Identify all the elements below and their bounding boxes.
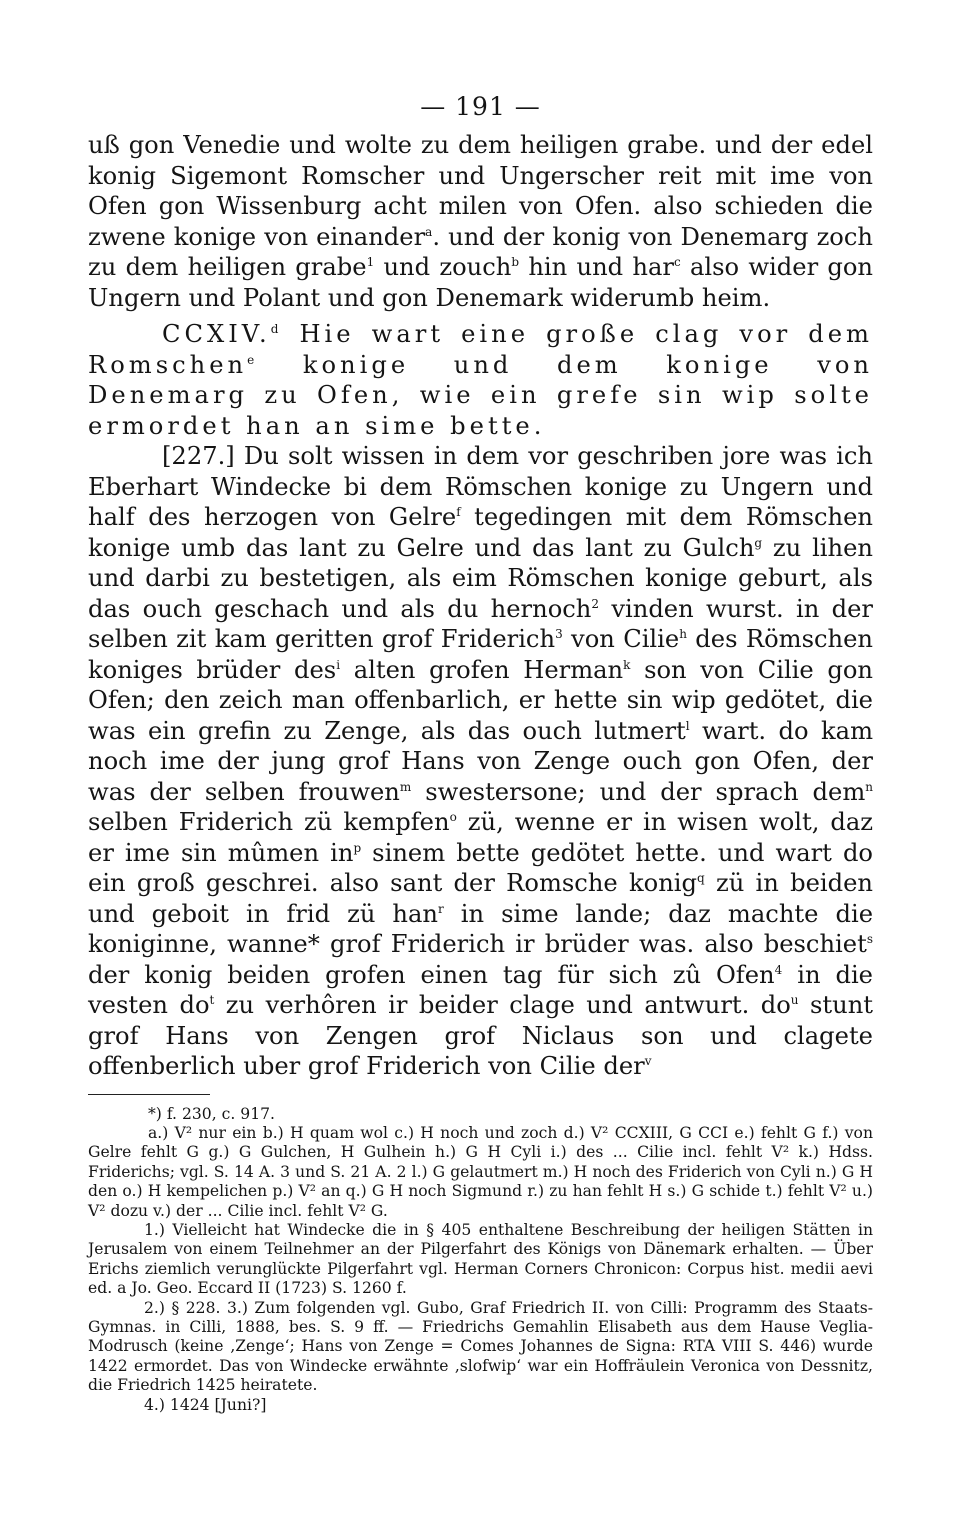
footnote-1: 1.) Vielleicht hat Windecke die in § 405 enthaltene Beschreibung der heiligen Stätten in Jerusalem von einem Teilnehmer an der Pilgerfahrt des Königs von Dänemark erhalten. — Über Erichs ziemlich verunglückte Pilgerfahrt vgl. Herman Corners Chronicon: Corpus hist. medii aevi ed. a Jo. Geo. Eccard II (1723) S. 1260 f. xyxy=(88,1220,873,1298)
footnote-marker: g xyxy=(754,535,763,550)
footnote-marker: u xyxy=(790,993,799,1007)
footnote-2-3: 2.) § 228. 3.) Zum folgenden vgl. Gubo, Graf Friedrich II. von Cilli: Programm des Staats-Gymnas. in Cilli, 1888, bes. S. 9 ff. — Friedrichs Gemahlin Elisabeth aus dem Hause Veglia-Modrusch (keine ‚Zenge‘; Hans von Zenge = Comes Johannes de Signa: RTA VIII S. 446) wurde 1422 ermordet. Das von Windecke erwähnte ‚slofwip‘ war ein Hoffräulein Veronica von Dessnitz, die Friedrich 1425 heiratete. xyxy=(88,1298,873,1395)
footnote-4: 4.) 1424 [Juni?] xyxy=(144,1395,267,1414)
footnote-marker: i xyxy=(336,657,341,672)
main-text xyxy=(88,130,873,1082)
footnote-marker: m xyxy=(399,779,412,794)
footnote-marker: b xyxy=(511,255,520,269)
footnote-marker: v xyxy=(644,1054,652,1068)
footnote-variants: a.) V² nur ein b.) H quam wol c.) H noch und zoch d.) V² CCXIII, G CCI e.) fehlt G f.) von Gelre fehlt G g.) G Gulchen, H Gulhein h.) G H Cyli i.) des ... Cilie incl. fehlt V² k.) Hdss. Friderichs; vgl. S. 14 A. 3 und S. 21 A. 2 l.) G gelautmert m.) H noch des Friderich von Cyli n.) G H den o.) H kempelichen p.) V² an q.) G H noch Sigmund r.) zu han fehlt H s.) G schide t.) fehlt V² u.) V² dozu v.) der ... Cilie incl. fehlt V² G. xyxy=(88,1123,873,1220)
footnote-star: *) f. 230, c. 917. xyxy=(148,1104,276,1123)
footnote-rule xyxy=(88,1094,210,1095)
footnote-marker: 2 xyxy=(591,596,600,611)
footnotes xyxy=(88,1105,873,1416)
footnote-marker: n xyxy=(865,779,873,794)
footnote-marker: p xyxy=(353,840,362,855)
footnote-marker: d xyxy=(270,322,283,336)
footnote-marker: s xyxy=(866,932,873,946)
book-page xyxy=(88,92,873,1415)
footnote-marker: 3 xyxy=(555,627,563,641)
paragraph-pilgrimage: uß gon Venedie und wolte zu dem heiligen grabe. und der edel konig Sigemont Romscher und Ungerscher reit mit ime von Ofen gon Wissenburg acht milen von Ofen. also schieden die zwene konige von einander$^a$. und der konig von Denemarg zoch zu dem heiligen grabe$^1$ und zouch$^b$ hin und har$^c$ also wider gon Ungern und Polant und gon Denemark widerumb heim. xyxy=(88,131,874,312)
footnote-marker: c xyxy=(673,255,681,269)
page-number: — 191 — xyxy=(420,92,541,121)
footnote-marker: e xyxy=(247,352,259,367)
chapter-heading-ccxiv: CCXIV.$^d$ Hie wart eine große clag vor dem Romschen$^e$ konige und dem konige von Denemarg zu Ofen, wie ein grefe sin wip solte ermordet han an sime bette. xyxy=(88,320,873,440)
footnote-marker: q xyxy=(697,871,705,885)
footnote-marker: o xyxy=(449,810,457,824)
footnote-marker: f xyxy=(456,505,461,519)
footnote-marker: 1 xyxy=(366,255,375,269)
footnote-marker: h xyxy=(679,627,687,641)
footnote-marker: t xyxy=(209,993,215,1007)
footnote-marker: a xyxy=(425,224,433,239)
footnote-marker: r xyxy=(438,901,444,916)
footnote-marker: 4 xyxy=(774,962,783,977)
footnote-marker: k xyxy=(623,657,631,672)
footnote-marker: l xyxy=(685,718,690,733)
paragraph-227: [227.] Du solt wissen in dem vor geschriben jore was ich Eberhart Windecke bi dem Römschen konige zu Ungern und half des herzogen von Gelre$^f$ tegedingen mit dem Römschen konige umb das lant zu Gelre und das lant zu Gulch$^g$ zu lihen und darbi zu bestetigen, als eim Römschen konige geburt, als das ouch geschach und als du hernoch$^2$ vinden wurst. in der selben zit kam geritten grof Friderich$^3$ von Cilie$^h$ des Römschen koniges brüder des$^i$ alten grofen Herman$^k$ son von Cilie gon Ofen; den zeich man offenbarlich, er hette sin wip gedötet, die was ein grefin zu Zenge, als das ouch lutmert$^l$ wart. do kam noch ime der jung grof Hans von Zenge ouch gon Ofen, der was der selben frouwen$^m$ swestersone; und der sprach dem$^n$ selben Friderich zü kempfen$^o$ zü, wenne er in wisen wolt, daz er ime sin mûmen $in^p$ sinem bette gedötet hette. und wart do ein groß geschrei. also sant der Romsche konig$^q$ zü in beiden und geboit in frid zü han$^r$ in sime lande; daz machte die koniginne, wanne* grof Friderich ir brüder was. also beschiet$^s$ der konig beiden grofen einen tag für sich zû Ofen$^4$ in die vesten $do^t$ zu verhôren ir beider clage und antwurt. $do^u$ stunt grof Hans von Zengen grof Niclaus son und clagete offenberlich uber grof Friderich von Cilie der$^v$ xyxy=(88,442,874,1080)
